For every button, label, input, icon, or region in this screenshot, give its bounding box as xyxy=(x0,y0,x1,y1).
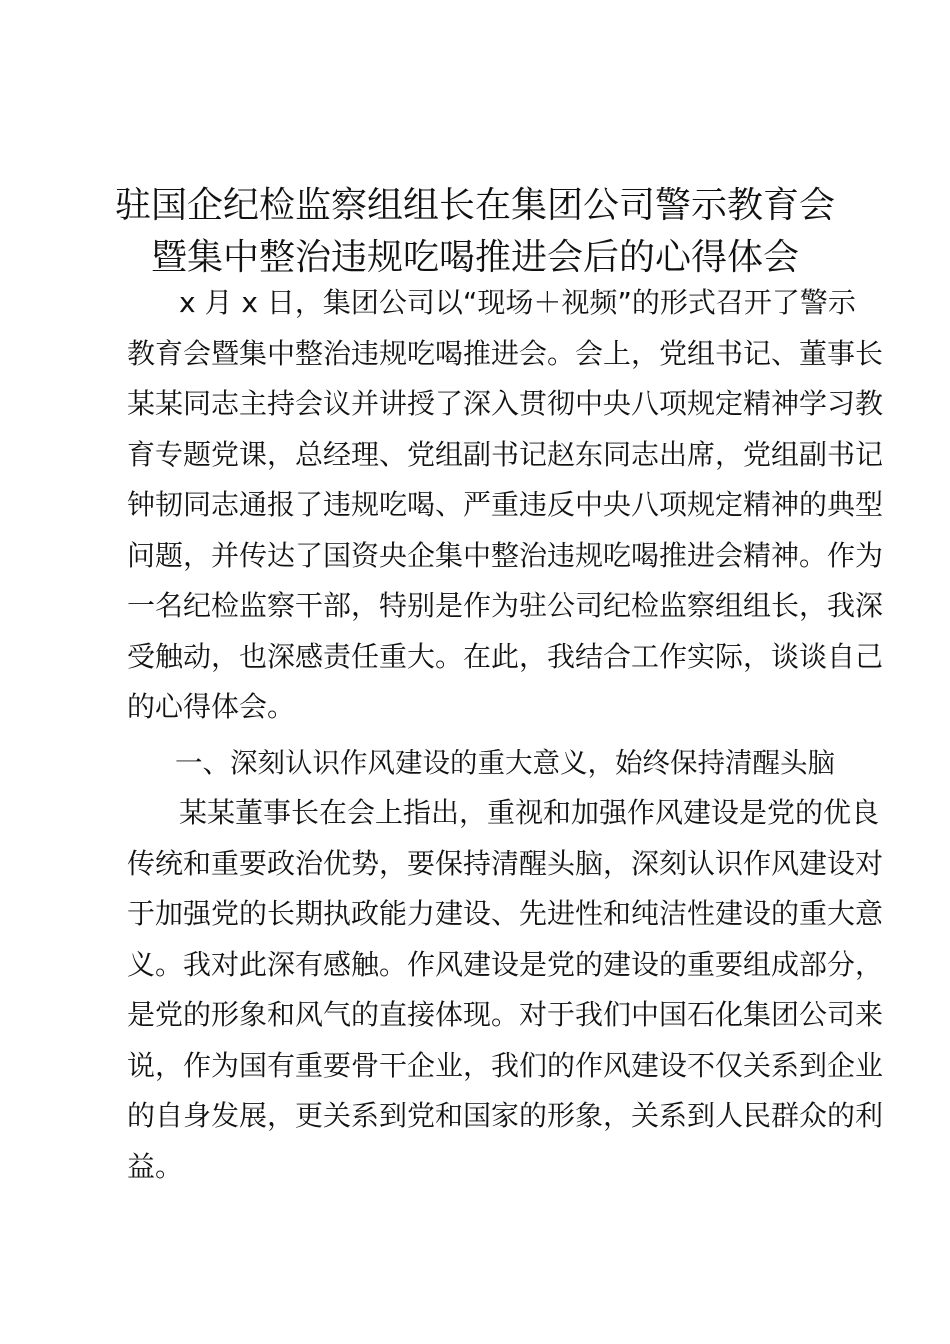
paragraph-line: 某某同志主持会议并讲授了深入贯彻中央八项规定精神学习教 xyxy=(127,387,884,420)
section-heading: 一、深刻认识作风建设的重大意义，始终保持清醒头脑 xyxy=(175,746,835,779)
paragraph-line: 育专题党课，总经理、党组副书记赵东同志出席，党组副书记 xyxy=(127,437,884,471)
paragraph-line: 是党的形象和风气的直接体现。对于我们中国石化集团公司来 xyxy=(127,998,884,1031)
paragraph-line: 一名纪检监察干部，特别是作为驻公司纪检监察组组长，我深 xyxy=(127,589,884,622)
paragraph-line: 钟韧同志通报了违规吃喝、严重违反中央八项规定精神的典型 xyxy=(127,488,884,521)
paragraph-line: 说，作为国有重要骨干企业，我们的作风建设不仅关系到企业 xyxy=(127,1048,884,1082)
paragraph-line: 的自身发展，更关系到党和国家的形象，关系到人民群众的利 xyxy=(127,1099,884,1132)
paragraph-line: 某某董事长在会上指出，重视和加强作风建设是党的优良 xyxy=(179,796,880,829)
document-title xyxy=(100,180,850,284)
paragraph-line: 义。我对此深有感触。作风建设是党的建设的重要组成部分， xyxy=(127,947,884,981)
paragraph-line: 传统和重要政治优势，要保持清醒头脑，深刻认识作风建设对 xyxy=(127,846,884,880)
paragraph-intro xyxy=(127,278,884,733)
paragraph-line: 益。 xyxy=(127,1149,184,1183)
paragraph-line: 教育会暨集中整治违规吃喝推进会。会上，党组书记、董事长 xyxy=(127,336,884,370)
title-line: 驻国企纪检监察组组长在集团公司警示教育会 xyxy=(114,185,835,226)
paragraph-line: 受触动，也深感责任重大。在此，我结合工作实际，谈谈自己 xyxy=(127,639,884,673)
paragraph-line: 的心得体会。 xyxy=(127,690,296,723)
document-body xyxy=(127,278,884,1192)
paragraph-section1 xyxy=(127,788,884,1192)
paragraph-line: 于加强党的长期执政能力建设、先进性和纯洁性建设的重大意 xyxy=(127,897,884,930)
paragraph-line: x 月 x 日，集团公司以“现场＋视频”的形式召开了警示 xyxy=(179,286,856,319)
title-line: 暨集中整治违规吃喝推进会后的心得体会 xyxy=(150,237,799,278)
paragraph-line: 问题，并传达了国资央企集中整治违规吃喝推进会精神。作为 xyxy=(127,538,884,572)
